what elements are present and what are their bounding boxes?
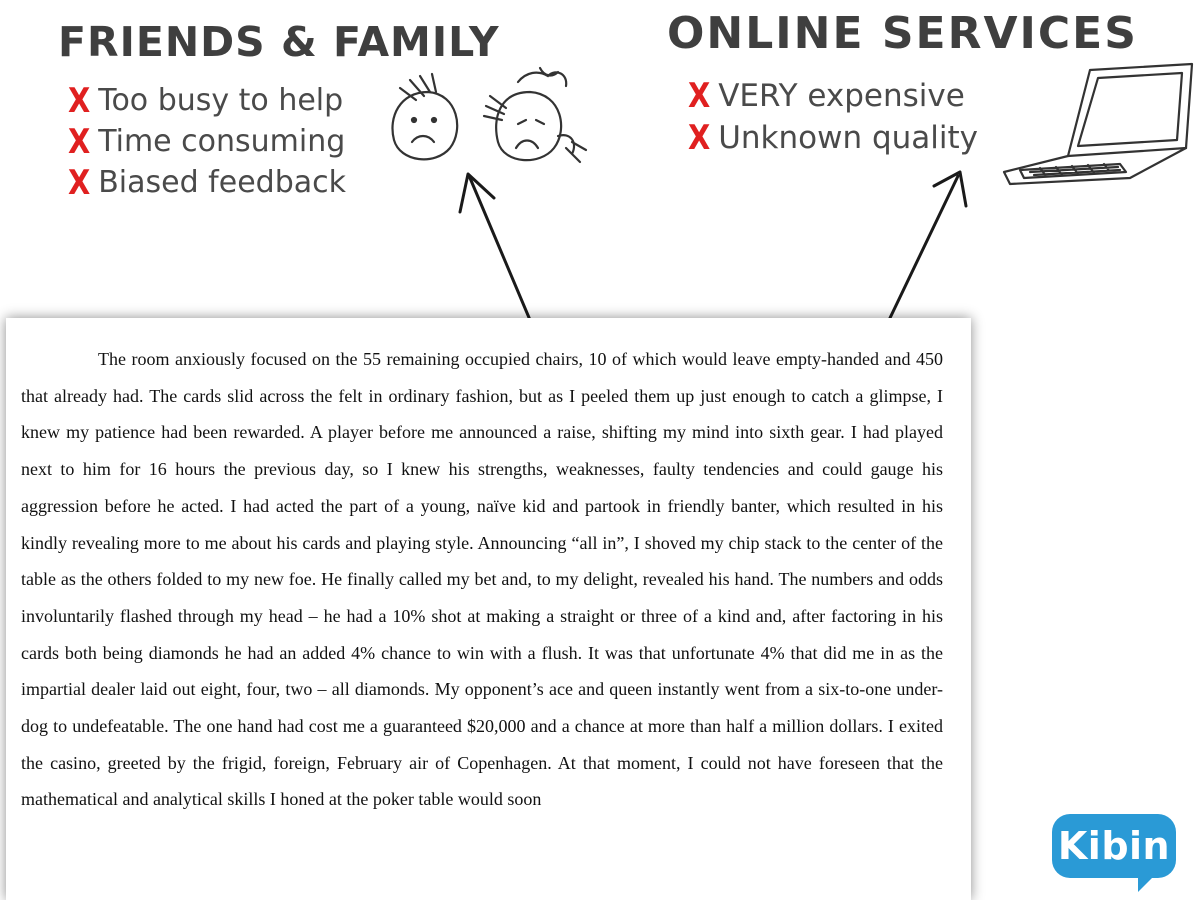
list-item-text: Time consuming (98, 124, 346, 159)
x-mark-icon: X (67, 80, 91, 121)
list-item-text: VERY expensive (718, 78, 965, 114)
arrow-icon (0, 0, 1200, 330)
x-mark-icon: X (67, 121, 91, 162)
x-mark-icon: X (687, 76, 711, 116)
essay-document (6, 318, 971, 900)
list-item-text: Unknown quality (718, 120, 979, 156)
x-mark-icon: X (687, 118, 711, 158)
list-item-text: Biased feedback (98, 165, 346, 200)
list-item-text: Too busy to help (98, 83, 344, 118)
x-mark-icon: X (67, 162, 91, 203)
logo-text: Kibin (1052, 814, 1176, 878)
online-services-heading: ONLINE SERVICES (667, 8, 1138, 59)
logo-tail (1138, 874, 1156, 892)
friends-family-heading: FRIENDS & FAMILY (58, 18, 500, 66)
essay-paragraph: The room anxiously focused on the 55 remaining occupied chairs, 10 of which would leave empty-handed and 450 that already had. The cards slid across the felt in ordinary fashion, but as I peeled them up just enough to catch a glimpse, I knew my patience had been rewarded. A player before me announced a raise, shifting my mind into sixth gear. I had played next to him for 16 hours the previous day, so I knew his strengths, weaknesses, faulty tendencies and could gauge his aggression before he acted. I had acted the part of a young, naïve kid and partook in friendly banter, which resulted in his kindly revealing more to me about his cards and playing style. Announcing “all in”, I shoved my chip stack to the center of the table as the others folded to my new foe. He finally called my bet and, to my delight, revealed his hand. The numbers and odds involuntarily flashed through my head – he had a 10% shot at making a straight or three of a kind and, after factoring in his cards both being diamonds he had an added 4% chance to win with a flush. It was that unfortunate 4% that did me in as the impartial dealer laid out eight, four, two – all diamonds. My opponent’s ace and queen instantly went from a six-to-one under-dog to undefeatable. The one hand had cost me a guaranteed $20,000 and a chance at more than half a million dollars. I exited the casino, greeted by the frigid, foreign, February air of Copenhagen. At that moment, I could not have foreseen that the mathematical and analytical skills I honed at the poker table would soon (21, 349, 943, 810)
kibin-logo (1052, 814, 1176, 892)
